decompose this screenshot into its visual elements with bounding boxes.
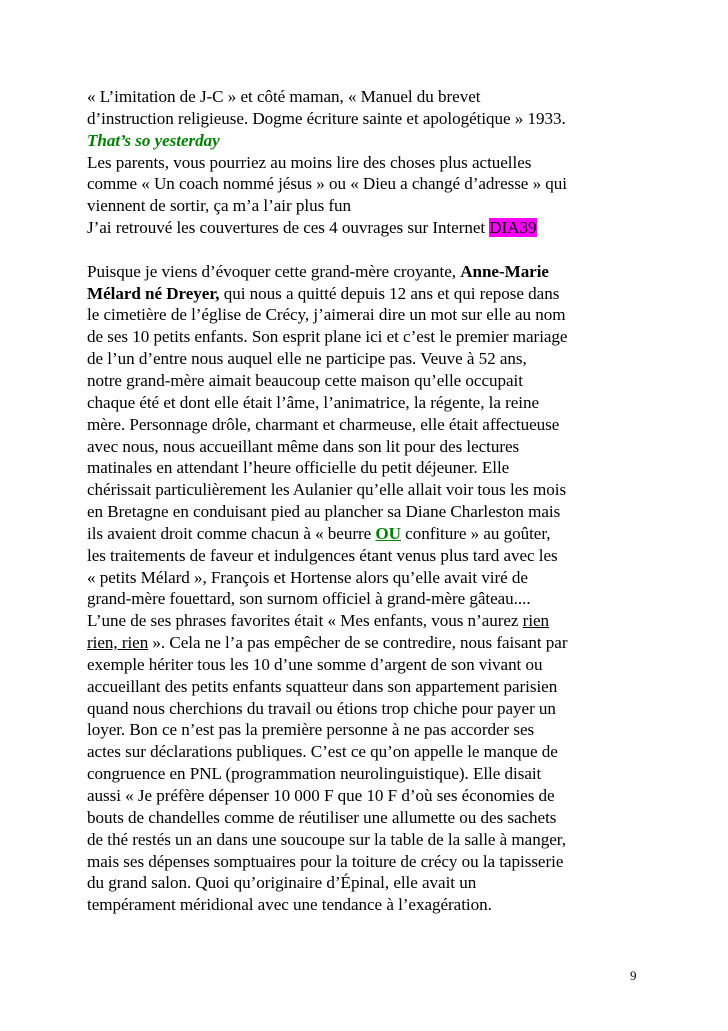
text-segment: J’ai retrouvé les couvertures de ces 4 ouvrages sur Internet xyxy=(87,218,490,238)
text-line: grand-mère fouettard, son surnom officiel à grand-mère gâteau.... xyxy=(87,589,531,609)
text-line: congruence en PNL (programmation neurolinguistique). Elle disait xyxy=(87,764,542,784)
body-text xyxy=(87,86,657,916)
text-line xyxy=(87,523,657,545)
text-line xyxy=(87,632,657,654)
underlined-text: rien, rien xyxy=(87,633,149,653)
text-segment: ». Cela ne l’a pas empêcher de se contredire, nous faisant par xyxy=(148,633,568,653)
text-line: avec nous, nous accueillant même dans son lit pour des lectures xyxy=(87,436,520,456)
text-line: aussi « Je préfère dépenser 10 000 F que 10 F d’où ses économies de xyxy=(87,786,555,805)
text-line: exemple hériter tous les 10 d’une somme d’argent de son vivant ou xyxy=(87,654,543,674)
text-line: de ses 10 petits enfants. Son esprit plane ici et c’est le premier mariage xyxy=(87,327,568,347)
text-line xyxy=(87,283,657,305)
text-line: tempérament méridional avec une tendance à l’exagération. xyxy=(87,895,492,915)
text-line: bouts de chandelles comme de réutiliser une allumette ou des sachets xyxy=(87,807,557,827)
text-line: loyer. Bon ce n’est pas la première personne à ne pas accorder ses xyxy=(87,720,535,740)
highlighted-remark: That’s so yesterday xyxy=(87,130,220,150)
text-line: chérissait particulièrement les Aulanier qu’elle allait voir tous les mois xyxy=(87,480,567,500)
page-number: 9 xyxy=(630,968,637,983)
text-line: accueillant des petits enfants squatteur dans son appartement parisien xyxy=(87,676,558,696)
text-line: quand nous cherchions du travail ou étions trop chiche pour payer un xyxy=(87,698,556,718)
text-line xyxy=(87,217,657,239)
text-line: de thé restés un an dans une soucoupe sur la table de la salle à manger, xyxy=(87,829,566,849)
paragraph-spacer xyxy=(87,239,657,261)
text-segment: Puisque je viens d’évoquer cette grand-mère croyante, xyxy=(87,261,461,281)
emphasized-ou: OU xyxy=(375,523,401,543)
text-line: mais ses dépenses somptuaires pour la toiture de crécy ou la tapisserie xyxy=(87,851,564,871)
text-segment: qui nous a quitté depuis 12 ans et qui repose dans xyxy=(219,283,560,303)
text-segment: ils avaient droit comme chacun à « beurre xyxy=(87,523,376,543)
text-segment: confiture » au goûter, xyxy=(400,523,551,543)
underlined-text: rien xyxy=(522,611,550,631)
bold-name: Anne-Marie xyxy=(460,261,549,281)
text-line: Les parents, vous pourriez au moins lire des choses plus actuelles xyxy=(87,152,532,172)
text-line: « petits Mélard », François et Hortense alors qu’elle avait viré de xyxy=(87,567,528,587)
text-line: « L’imitation de J-C » et côté maman, « Manuel du brevet xyxy=(87,87,481,106)
bold-name: Mélard né Dreyer, xyxy=(87,283,220,303)
text-line: viennent de sortir, ça m’a l’air plus fun xyxy=(87,196,352,216)
text-line: de l’un d’entre nous auquel elle ne participe pas. Veuve à 52 ans, xyxy=(87,349,527,369)
text-segment: L’une de ses phrases favorites était « Mes enfants, vous n’aurez xyxy=(87,611,523,631)
slide-reference-tag: DIA39 xyxy=(489,218,537,238)
text-line xyxy=(87,261,657,283)
text-line: d’instruction religieuse. Dogme écriture sainte et apologétique » 1933. xyxy=(87,108,566,128)
text-line: du grand salon. Quoi qu’originaire d’Épinal, elle avait un xyxy=(87,873,477,893)
text-line: actes sur déclarations publiques. C’est ce qu’on appelle le manque de xyxy=(87,742,558,762)
text-line: chaque été et dont elle était l’âme, l’animatrice, la régente, la reine xyxy=(87,392,540,412)
text-line: en Bretagne en conduisant pied au plancher sa Diane Charleston mais xyxy=(87,502,561,522)
text-line: notre grand-mère aimait beaucoup cette maison qu’elle occupait xyxy=(87,370,523,390)
text-line xyxy=(87,610,657,632)
text-line: le cimetière de l’église de Crécy, j’aimerai dire un mot sur elle au nom xyxy=(87,305,566,325)
text-line: les traitements de faveur et indulgences étant venus plus tard avec les xyxy=(87,545,558,565)
text-line: matinales en attendant l’heure officielle du petit déjeuner. Elle xyxy=(87,458,510,478)
text-line: mère. Personnage drôle, charmant et charmeuse, elle était affectueuse xyxy=(87,414,560,434)
text-line: comme « Un coach nommé jésus » ou « Dieu a changé d’adresse » qui xyxy=(87,174,567,194)
